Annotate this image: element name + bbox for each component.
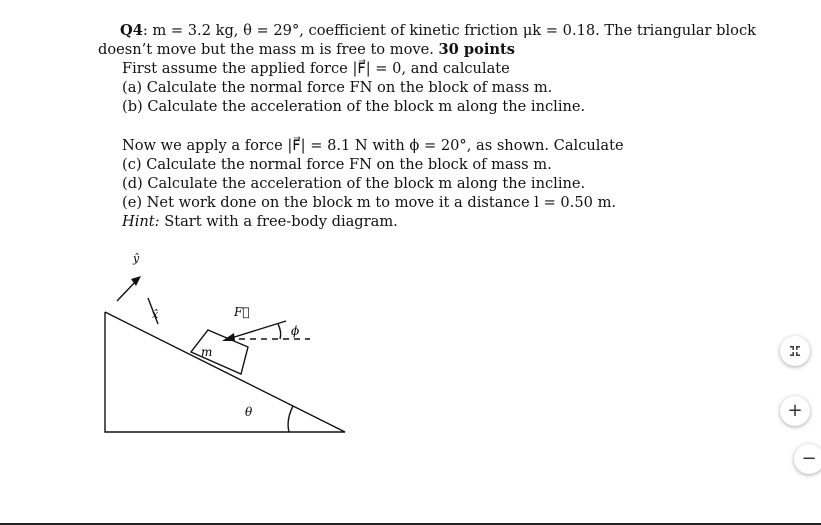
question-label: Q4 — [120, 22, 143, 39]
fit-to-page-icon — [788, 344, 802, 358]
item-b: (b) Calculate the acceleration of the block m along the incline. — [122, 98, 586, 115]
incline-triangle — [105, 312, 345, 432]
item-c: (c) Calculate the normal force FN on the block of mass m. — [122, 156, 552, 173]
problem-line-2 — [98, 40, 515, 59]
y-axis-label: ŷ — [133, 252, 140, 265]
x-axis-label: x̂ — [152, 308, 159, 321]
phi-arc — [278, 324, 281, 339]
force-label: F⃗ — [234, 305, 250, 319]
hint-text: Start with a free-body diagram. — [159, 213, 398, 230]
problem-line-1-text: : m = 3.2 kg, θ = 29°, coefficient of kinetic friction μk = 0.18. The triangular block — [142, 22, 756, 39]
problem-line-2-text: doesn’t move but the mass m is free to move. — [98, 41, 439, 58]
theta-arc — [288, 406, 293, 432]
theta-label: θ — [245, 405, 253, 419]
points-label: 30 points — [438, 41, 515, 58]
force-arrow-shaft — [228, 321, 286, 339]
zoom-out-button[interactable] — [794, 444, 821, 474]
item-d: (d) Calculate the acceleration of the block m along the incline. — [122, 175, 586, 192]
zoom-in-icon: + — [787, 400, 803, 421]
problem-line-3: First assume the applied force |F⃗| = 0, and calculate — [122, 60, 510, 77]
hint-label: Hint: — [122, 213, 160, 230]
phi-label: ϕ — [291, 324, 300, 338]
problem-line-1 — [120, 21, 756, 40]
fit-to-page-button[interactable] — [780, 336, 810, 366]
mass-label: m — [201, 345, 213, 359]
mass-block — [191, 330, 248, 374]
item-e: (e) Net work done on the block m to move it a distance l = 0.50 m. — [122, 194, 617, 211]
hint-line — [122, 212, 398, 231]
item-a: (a) Calculate the normal force FN on the block of mass m. — [122, 79, 553, 96]
incline-diagram — [100, 246, 360, 446]
zoom-in-button[interactable] — [780, 396, 810, 426]
force-line: Now we apply a force |F⃗| = 8.1 N with ϕ = 20°, as shown. Calculate — [122, 137, 624, 154]
zoom-out-icon: − — [801, 448, 817, 469]
